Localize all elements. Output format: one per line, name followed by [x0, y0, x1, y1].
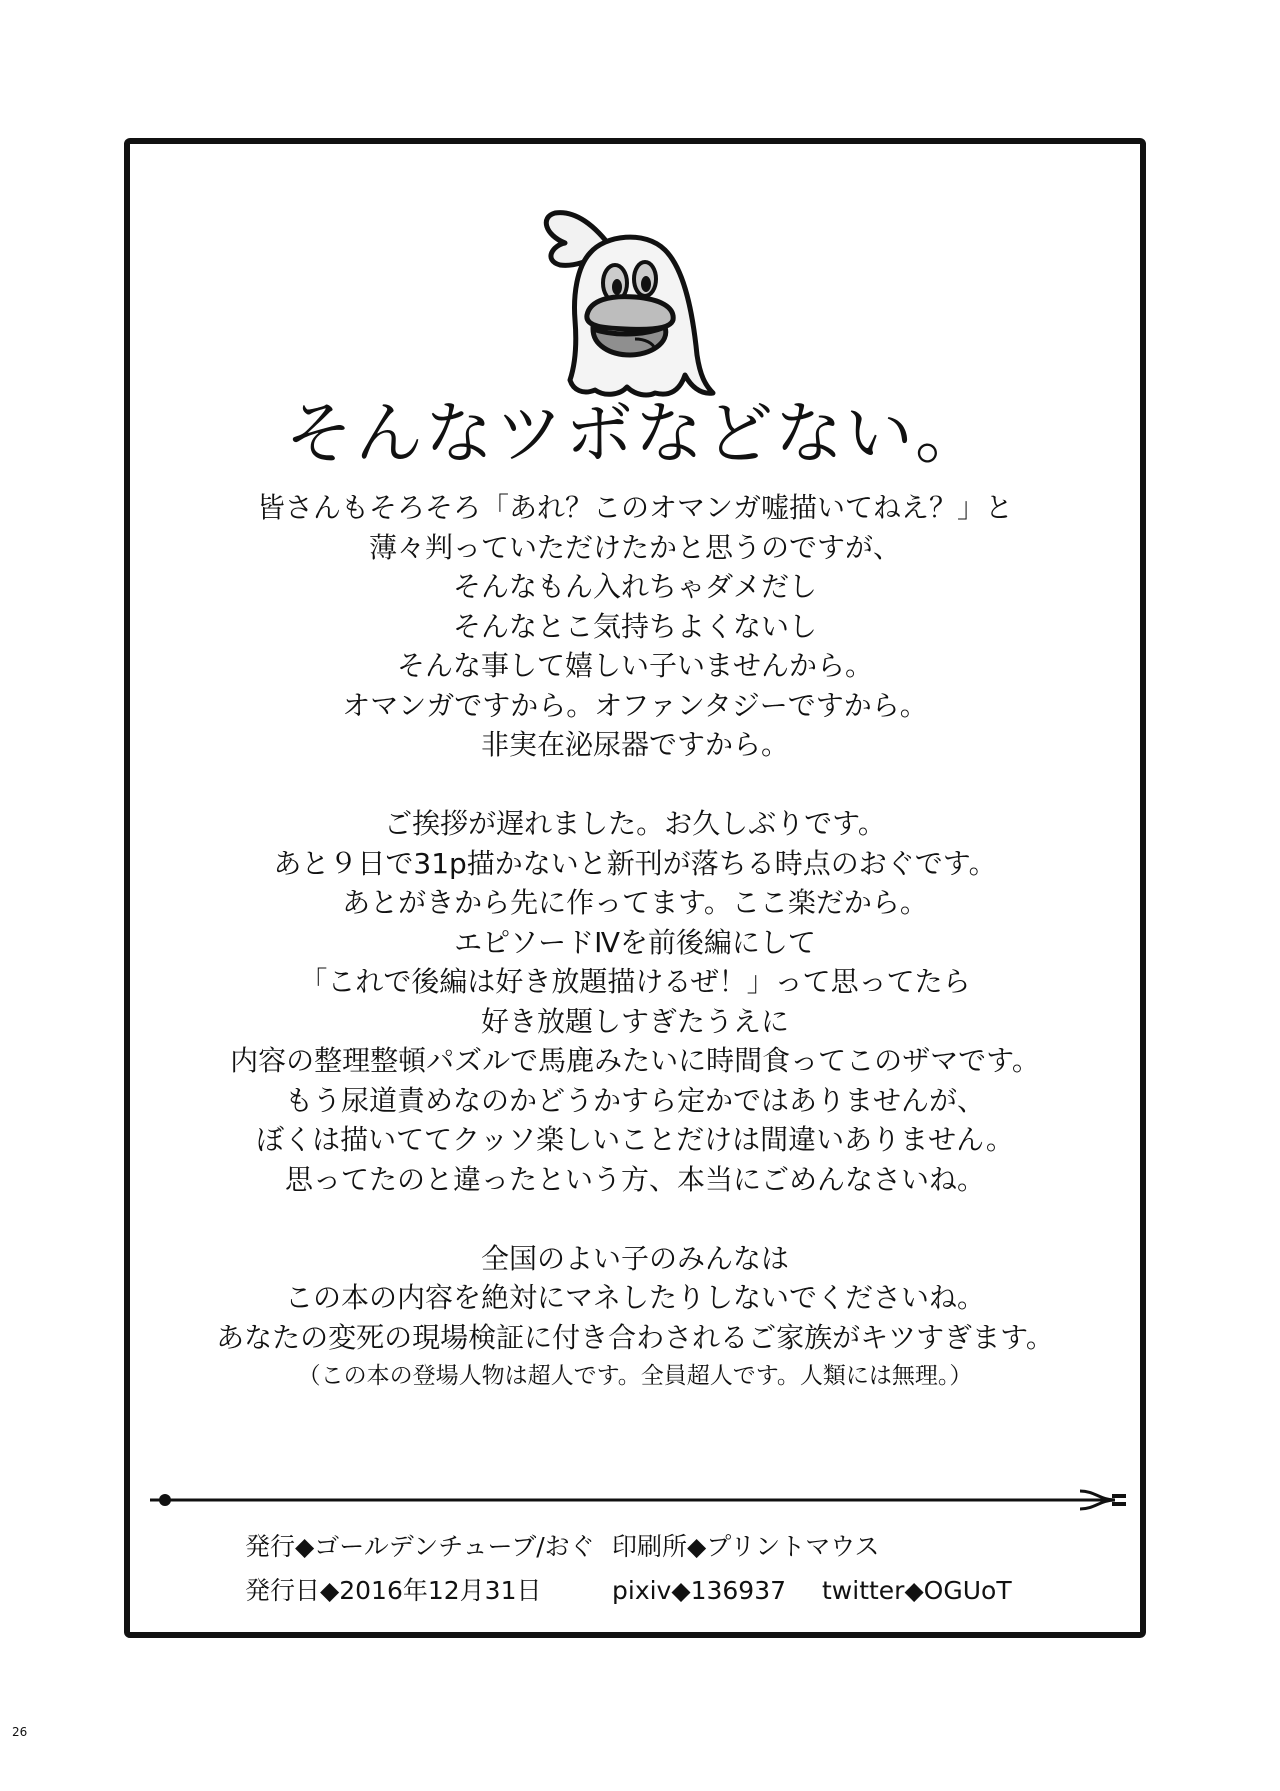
- body-line: あとがきから先に作ってます。ここ楽だから。: [342, 886, 928, 919]
- body-line: ぼくは描いててクッソ楽しいことだけは間違いありません。: [256, 1123, 1014, 1156]
- disclaimer-note: （この本の登場人物は超人です。全員超人です。人類には無理。）: [297, 1363, 973, 1389]
- body-line: そんなとこ気持ちよくないし: [452, 609, 817, 643]
- twitter-handle: twitter◆OGUoT: [822, 1576, 1012, 1605]
- body-line: あなたの変死の現場検証に付き合わされるご家族がキツすぎます。: [216, 1320, 1054, 1354]
- body-line: 「これで後編は好き放題描けるぜ！」って思ってたら: [299, 965, 971, 998]
- body-line: あと９日で31p描かないと新刊が落ちる時点のおぐです。: [273, 846, 997, 880]
- afterword-body: [124, 488, 1146, 1397]
- body-line: 全国のよい子のみんなは: [480, 1241, 789, 1275]
- body-line: 好き放題しすぎたうえに: [480, 1004, 789, 1038]
- body-line: 非実在泌尿器ですから。: [480, 728, 789, 761]
- body-line: そんな事して嬉しい子いませんから。: [396, 649, 873, 682]
- body-line: ご挨拶が遅れました。お久しぶりです。: [384, 807, 886, 840]
- pixiv-id: pixiv◆136937: [612, 1576, 787, 1605]
- body-line: [124, 765, 1146, 805]
- divider-rule: [150, 1485, 1140, 1515]
- publisher-info: 発行◆ゴールデンチューブ/おぐ: [245, 1532, 595, 1561]
- body-line: 内容の整理整頓パズルで馬鹿みたいに時間食ってこのザマです。: [230, 1044, 1040, 1077]
- body-line: この本の内容を絶対にマネしたりしないでくださいね。: [284, 1281, 985, 1314]
- printer-info: 印刷所◆プリントマウス: [612, 1532, 880, 1561]
- body-line: 思ってたのと違ったという方、本当にごめんなさいね。: [284, 1162, 985, 1196]
- body-line: オマンガですから。オファンタジーですから。: [342, 688, 928, 722]
- mascot-illustration: [535, 205, 725, 400]
- body-line: エピソードⅣを前後編にして: [454, 925, 816, 959]
- page-number: 26: [12, 1725, 28, 1739]
- body-line: もう尿道責めなのかどうかすら定かではありませんが、: [284, 1083, 985, 1117]
- body-line: [124, 1199, 1146, 1239]
- body-line: 皆さんもそろそろ「あれ？このオマンガ嘘描いてねえ？」と: [256, 491, 1013, 524]
- page-title: そんなツボなどない。: [284, 395, 985, 474]
- body-line: 薄々判っていただけたかと思うのですが、: [368, 530, 901, 564]
- body-line: そんなもん入れちゃダメだし: [452, 570, 817, 603]
- publish-date: 発行日◆2016年12月31日: [245, 1576, 542, 1605]
